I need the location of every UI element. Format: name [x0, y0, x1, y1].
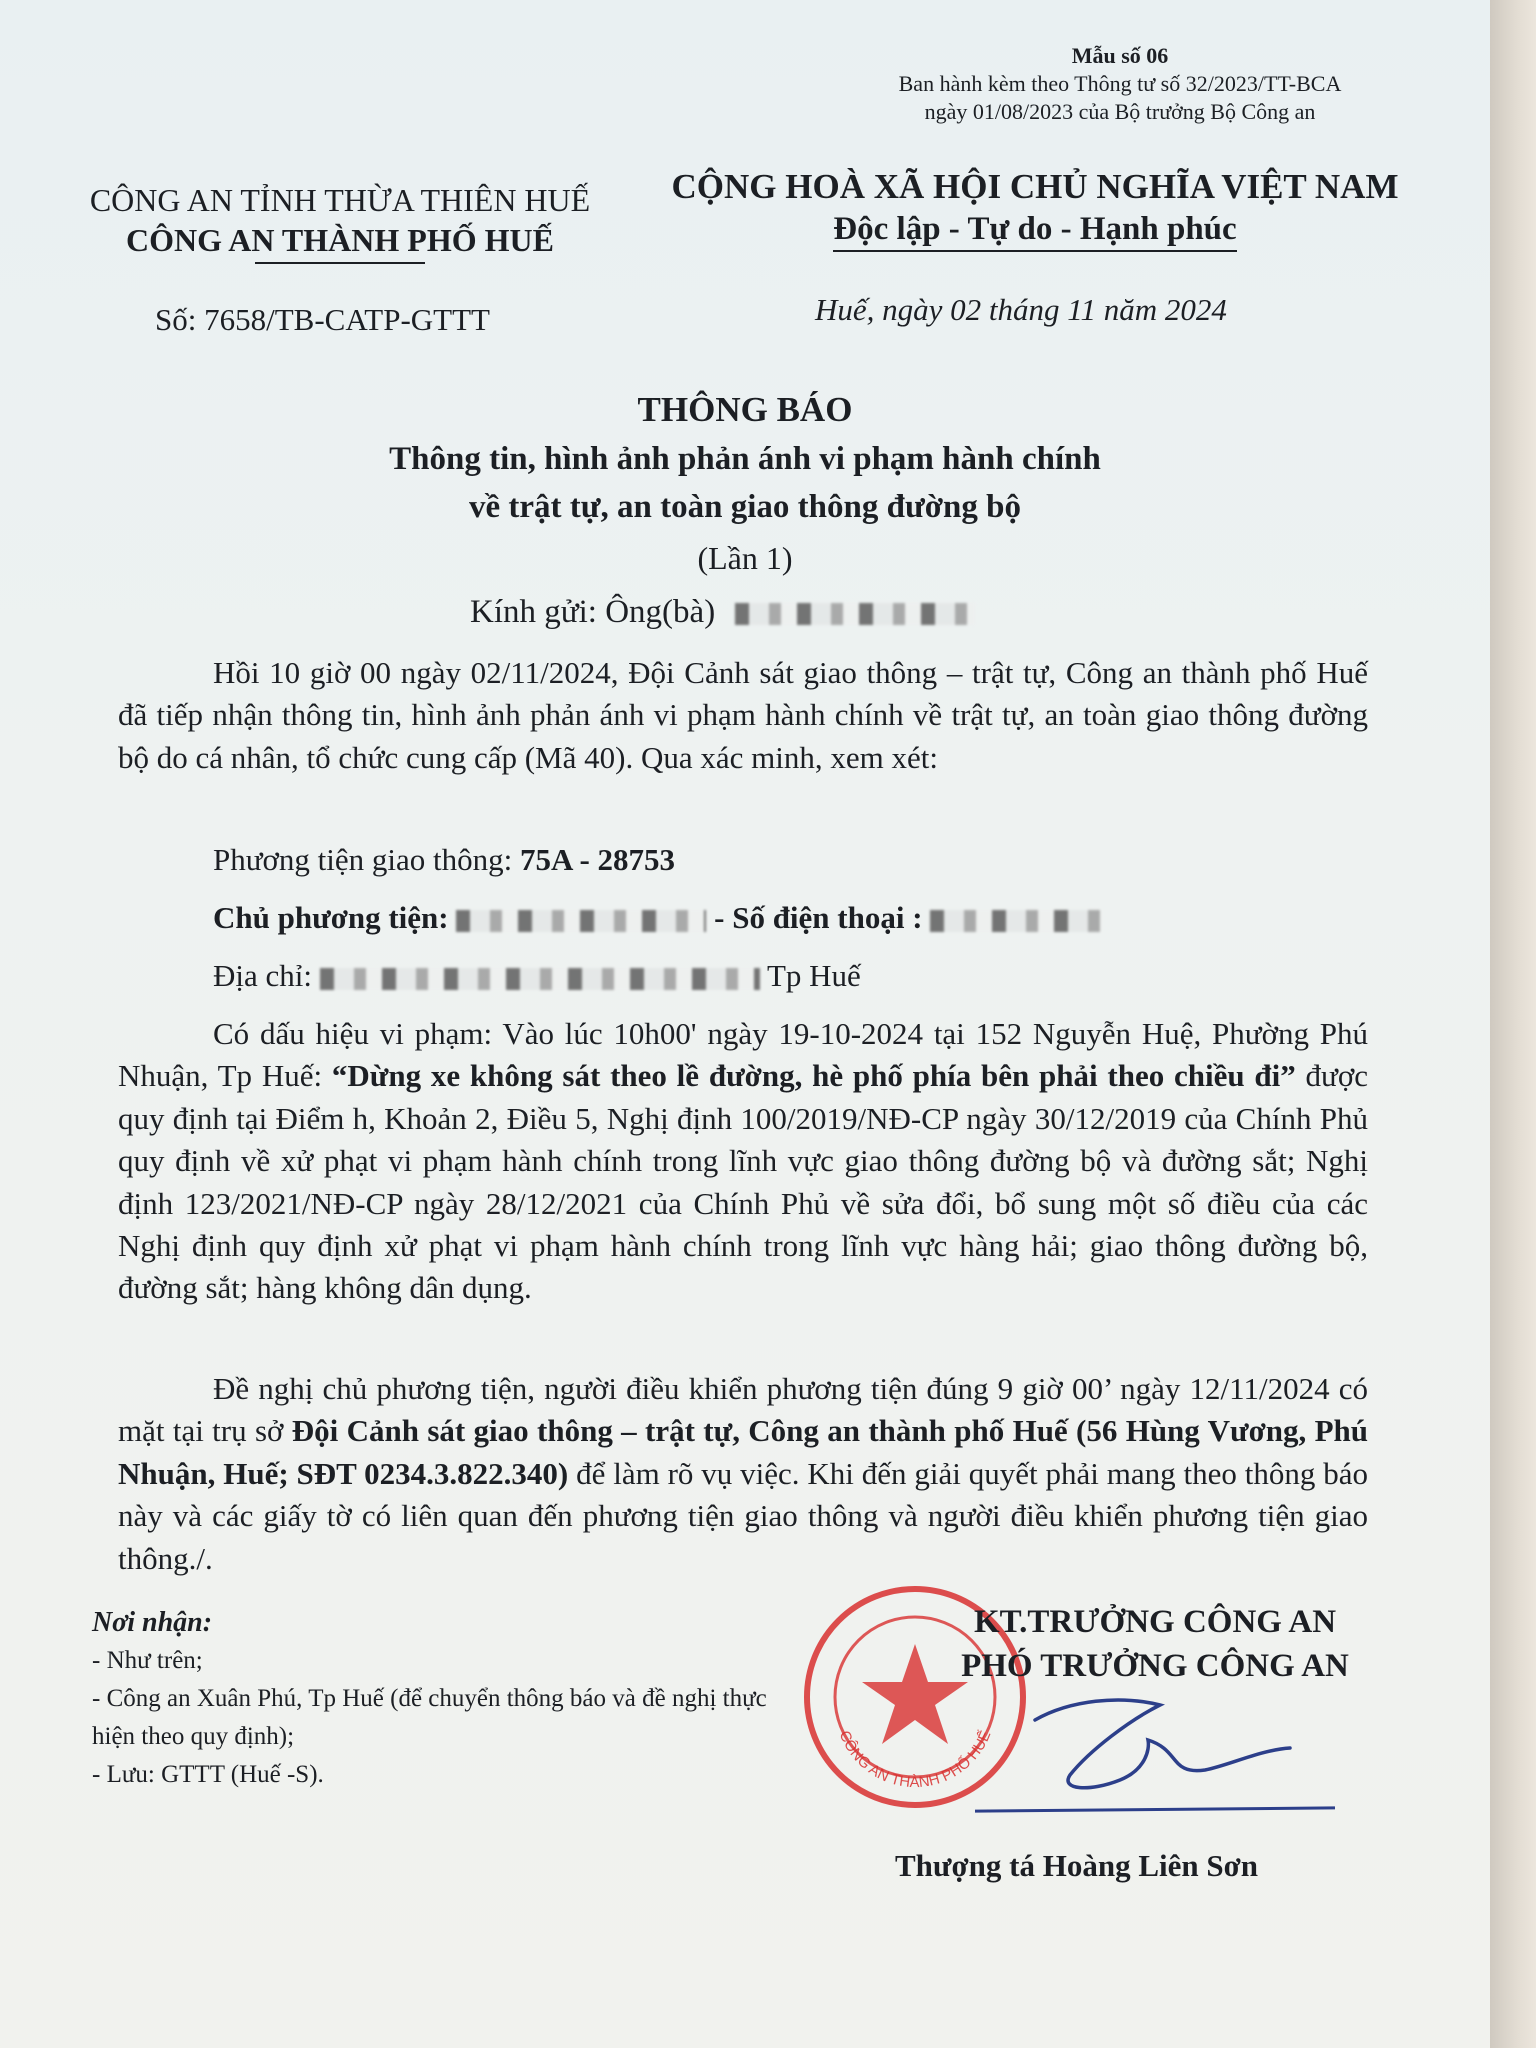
violation-lead: Có dấu hiệu vi phạm: Vào lúc 10h00' ngày 19-10-2024 tại 152 Nguyễn Huệ, Phường Phú Nhuận, Tp Huế: — [118, 1016, 1368, 1094]
violation-legal-basis: được quy định tại Điểm h, Khoản 2, Điều 5, Nghị định 100/2019/NĐ-CP ngày 30/12/2019 của Chính Phủ quy định về xử phạt vi phạm hành chính trong lĩnh vực giao thông đường bộ và đường sắt; Nghị định 123/2021/NĐ-CP ngày 28/12/2021 của Chính Phủ về sửa đổi, bổ sung một số điều của các Nghị định quy định xử phạt vi phạm hành chính trong lĩnh vực hàng hải; giao thông đường bộ, đường sắt; hàng không dân dụng. — [118, 1058, 1368, 1306]
recipients-heading: Nơi nhận: — [92, 1607, 213, 1638]
department-name: CÔNG AN TỈNH THỪA THIÊN HUẾ — [89, 182, 591, 218]
office-address: Đội Cảnh sát giao thông – trật tự, Công an thành phố Huế (56 Hùng Vương, Phú Nhuận, Huế; SĐT 0234.3.822.340) — [118, 1413, 1369, 1491]
vehicle-label: Phương tiện giao thông: — [213, 842, 521, 877]
signature-title-2: PHÓ TRƯỞNG CÔNG AN — [961, 1648, 1349, 1684]
address-row — [213, 958, 861, 994]
notice-title-block — [180, 385, 1310, 585]
form-reference — [870, 42, 1370, 126]
issue-date: Huế, ngày 02 tháng 11 năm 2024 — [815, 292, 1227, 327]
issuing-agency — [50, 180, 630, 264]
recipient-item: - Công an Xuân Phú, Tp Huế (để chuyển thông báo và đề nghị thực hiện theo quy định); — [92, 1685, 767, 1750]
form-reference-line-2: ngày 01/08/2023 của Bộ trưởng Bộ Công an — [924, 99, 1316, 124]
notice-times: (Lần 1) — [697, 540, 793, 576]
svg-text:CÔNG AN THÀNH PHỐ HUẾ — [836, 1728, 995, 1791]
seal-text: CÔNG AN THÀNH PHỐ HUẾ — [835, 1728, 995, 1792]
notice-title: THÔNG BÁO — [637, 390, 853, 429]
greeting-label: Kính gửi: Ông(bà) — [470, 594, 716, 630]
national-motto: Độc lập - Tự do - Hạnh phúc — [833, 208, 1236, 252]
owner-label: Chủ phương tiện: — [213, 900, 457, 935]
unit-name: CÔNG AN THÀNH PHỐ HUẾ — [126, 222, 554, 258]
redacted-address — [320, 968, 760, 990]
address-label: Địa chỉ: — [213, 958, 320, 993]
redacted-owner — [456, 910, 706, 932]
signature-block — [860, 1600, 1450, 1688]
owner-row — [213, 900, 1100, 936]
recipient-item: - Lưu: GTTT (Huế -S). — [92, 1761, 324, 1788]
greeting — [470, 594, 975, 631]
country-name: CỘNG HOÀ XÃ HỘI CHỦ NGHĨA VIỆT NAM — [671, 167, 1399, 206]
violation-description: “Dừng xe không sát theo lề đường, hè phố phía bên phải theo chiều đi” — [331, 1058, 1296, 1094]
notice-subtitle-1: Thông tin, hình ảnh phản ánh vi phạm hành chính — [389, 441, 1101, 477]
request-rest: để làm rõ vụ việc. Khi đến giải quyết phải mang theo thông báo này và các giấy tờ có liên quan đến phương tiện giao thông và người điều khiển phương tiện giao thông./. — [118, 1455, 1368, 1576]
address-city: Tp Huế — [766, 958, 861, 993]
license-plate: 75A - 28753 — [520, 842, 676, 877]
background-surface — [1490, 0, 1536, 2048]
vehicle-row — [213, 842, 675, 878]
notice-subtitle-2: về trật tự, an toàn giao thông đường bộ — [468, 489, 1021, 525]
paragraph-request — [118, 1368, 1368, 1580]
paragraph-intro: Hồi 10 giờ 00 ngày 02/11/2024, Đội Cảnh sát giao thông – trật tự, Công an thành phố Huế đã tiếp nhận thông tin, hình ảnh phản ánh vi phạm hành chính về trật tự, an toàn giao thông đường bộ do cá nhân, tổ chức cung cấp (Mã 40). Qua xác minh, xem xét: — [118, 655, 1368, 775]
redacted-name — [735, 603, 975, 625]
national-heading — [655, 166, 1415, 252]
request-lead: Đề nghị chủ phương tiện, người điều khiển phương tiện đúng 9 giờ 00’ ngày 12/11/2024 có mặt tại trụ sở — [118, 1371, 1368, 1449]
handwritten-signature-icon — [1030, 1680, 1350, 1800]
phone-label: - Số điện thoại : — [714, 900, 931, 935]
redacted-phone — [930, 910, 1100, 932]
recipient-item: - Như trên; — [92, 1647, 203, 1674]
form-reference-line-1: Ban hành kèm theo Thông tư số 32/2023/TT-BCA — [898, 71, 1342, 96]
unit-underline — [255, 262, 425, 264]
signer-name: Thượng tá Hoàng Liên Sơn — [895, 1848, 1259, 1883]
recipients-block — [92, 1604, 792, 1794]
paragraph-violation — [118, 1013, 1368, 1310]
signature-title-1: KT.TRƯỞNG CÔNG AN — [973, 1604, 1337, 1640]
form-number: Mẫu số 06 — [1071, 43, 1169, 68]
document-number: Số: 7658/TB-CATP-GTTT — [155, 302, 490, 337]
